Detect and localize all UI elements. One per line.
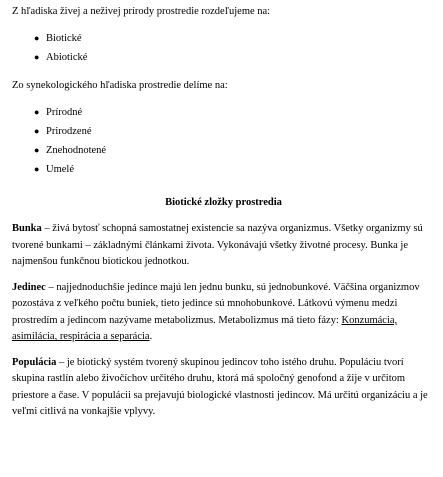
definition-jedinec: – najjednoduchšie jedince majú len jednu bunku, sú jednobunkové. Väčšina organizmov pozostáva z veľkého počtu buniek, tieto jedince sú mnohobunkové. Látkovú výmenu medzi prostredím a jedincom nazývame metabolizmus. Metabolizmus má tieto fázy: [12, 281, 420, 326]
definition-bunka: – živá bytosť schopná samostatnej existencie sa nazýva organizmus. Všetky organizmy sú tvorené bunkami – základnými článkami života. Vykonávajú všetky životné procesy. Bunka je najmenšou funkčnou biotickou jednotkou. [12, 223, 423, 268]
list-item [34, 141, 435, 160]
intro-synecological: Zo synekologického hľadiska prostredie delíme na: [12, 79, 228, 91]
bullet-icon: ● [34, 106, 40, 117]
list-item [34, 122, 435, 141]
list-item-label: Abiotické [46, 51, 88, 63]
paragraph-bunka [12, 221, 435, 271]
list-biotic-abiotic [12, 29, 435, 67]
list-item-label: Umelé [46, 163, 74, 175]
paragraph-jedinec [12, 280, 435, 346]
metabolism-phases: Konzumácia, asimilácia, respirácia a separácia [12, 314, 398, 343]
term-populacia: Populácia [12, 356, 57, 368]
section-title: Biotické zložky prostredia [165, 196, 282, 208]
definition-jedinec-end: . [149, 331, 153, 343]
term-jedinec: Jedinec [12, 281, 46, 293]
list-item-label: Prírodné [46, 106, 83, 118]
list-item-label: Prirodzené [46, 125, 92, 137]
intro-living-nonliving: Z hľadiska živej a neživej prírody prostredie rozdeľujeme na: [12, 6, 271, 17]
bullet-icon: ● [34, 163, 40, 174]
list-environment-types [12, 103, 435, 179]
list-item [34, 160, 435, 179]
list-item [34, 29, 435, 48]
bullet-icon: ● [34, 125, 40, 136]
bullet-icon: ● [34, 32, 40, 43]
term-bunka: Bunka [12, 223, 42, 235]
list-item-label: Znehodnotené [46, 144, 107, 156]
bullet-icon: ● [34, 144, 40, 155]
paragraph-populacia [12, 355, 435, 421]
list-item [34, 103, 435, 122]
definition-populacia: – je biotický systém tvorený skupinou jedincov toho istého druhu. Populáciu tvorí skupina rastlín alebo živočíchov určitého druhu, ktorá má spoločný genofond a žije v určitom priestore a čase. V populácii sa prejavujú biologické vlastnosti jedincov. Má určitú organizáciu a je veľmi citlivá na vonkajšie vplyvy. [12, 356, 428, 418]
list-item [34, 48, 435, 67]
bullet-icon: ● [34, 51, 40, 62]
list-item-label: Biotické [46, 32, 82, 44]
